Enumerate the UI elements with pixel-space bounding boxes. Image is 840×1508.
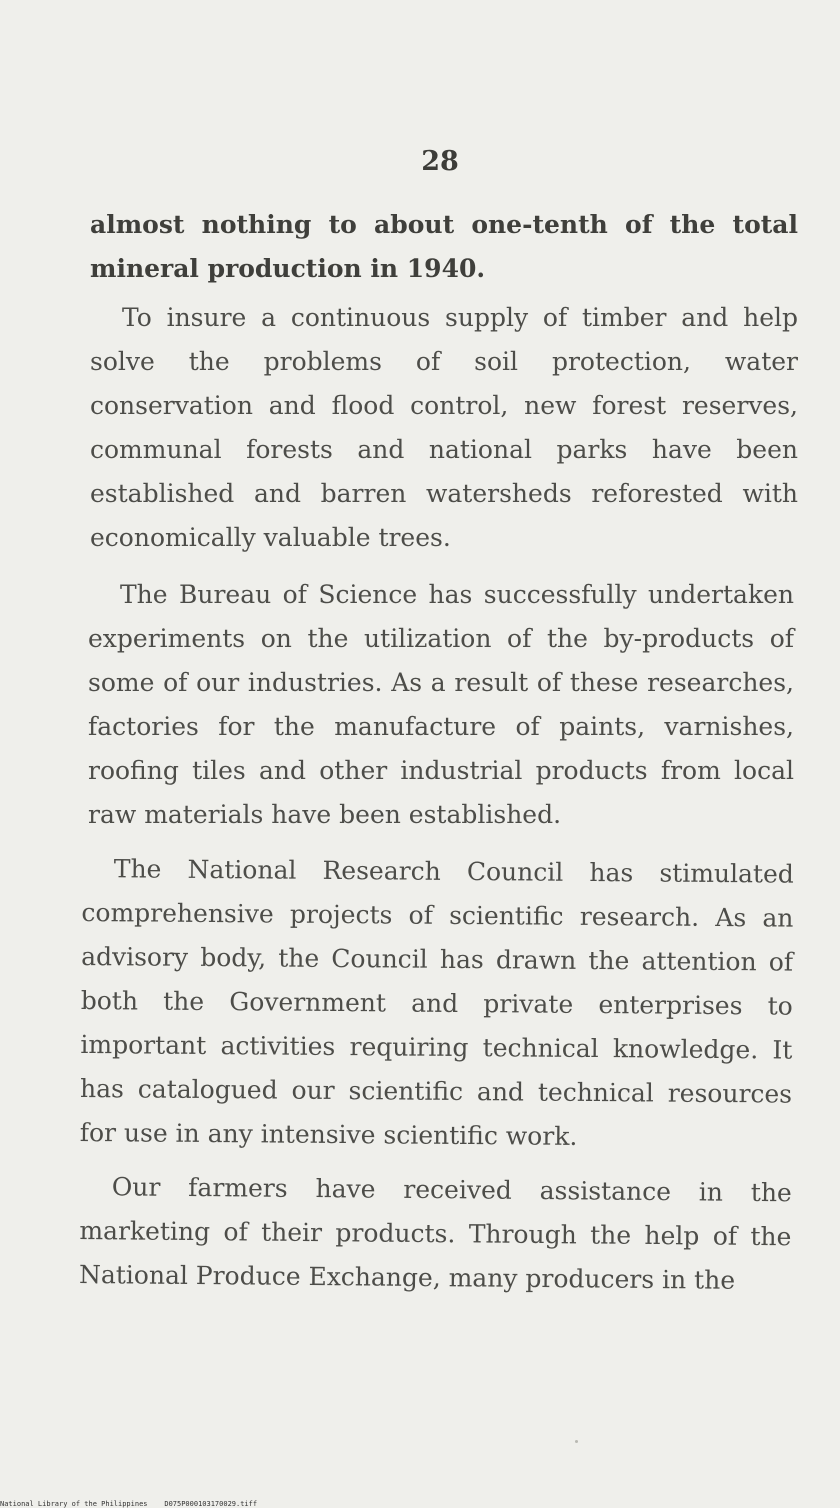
paragraph-research-council: The National Research Council has stimulated comprehensive projects of scientific research. As an advisory body, the Council has drawn the attention of both the Government and private enterprises to important activities requiring technical knowledge. It has catalogued our scientific and technical resources for use in any intensive scientific work. bbox=[79, 854, 794, 1151]
paragraph-produce-exchange: Our farmers have received assistance in the marketing of their products. Through the help of the National Produce Exchange, many producers in the bbox=[78, 1172, 792, 1295]
page-number: 28 bbox=[421, 146, 459, 177]
paragraph-mineral-production: almost nothing to about one-tenth of the total mineral production in 1940. bbox=[90, 210, 798, 283]
paragraph-bureau-of-science: The Bureau of Science has successfully undertaken experiments on the utilization of the by-products of some of our industries. As a result of these researches, factories for the manufacture of paints, varnishes, roofing tiles and other industrial products from local raw materials have been established. bbox=[88, 580, 794, 829]
paragraph-forest-reserves: To insure a continuous supply of timber and help solve the problems of soil protection, water conservation and flood control, new forest reserves, communal forests and national parks have been established and barren watersheds reforested with economically valuable trees. bbox=[90, 303, 798, 552]
scan-caption: National Library of the Philippines D075P000103170029.tiff bbox=[0, 1500, 258, 1508]
paper-speck bbox=[575, 1440, 578, 1443]
